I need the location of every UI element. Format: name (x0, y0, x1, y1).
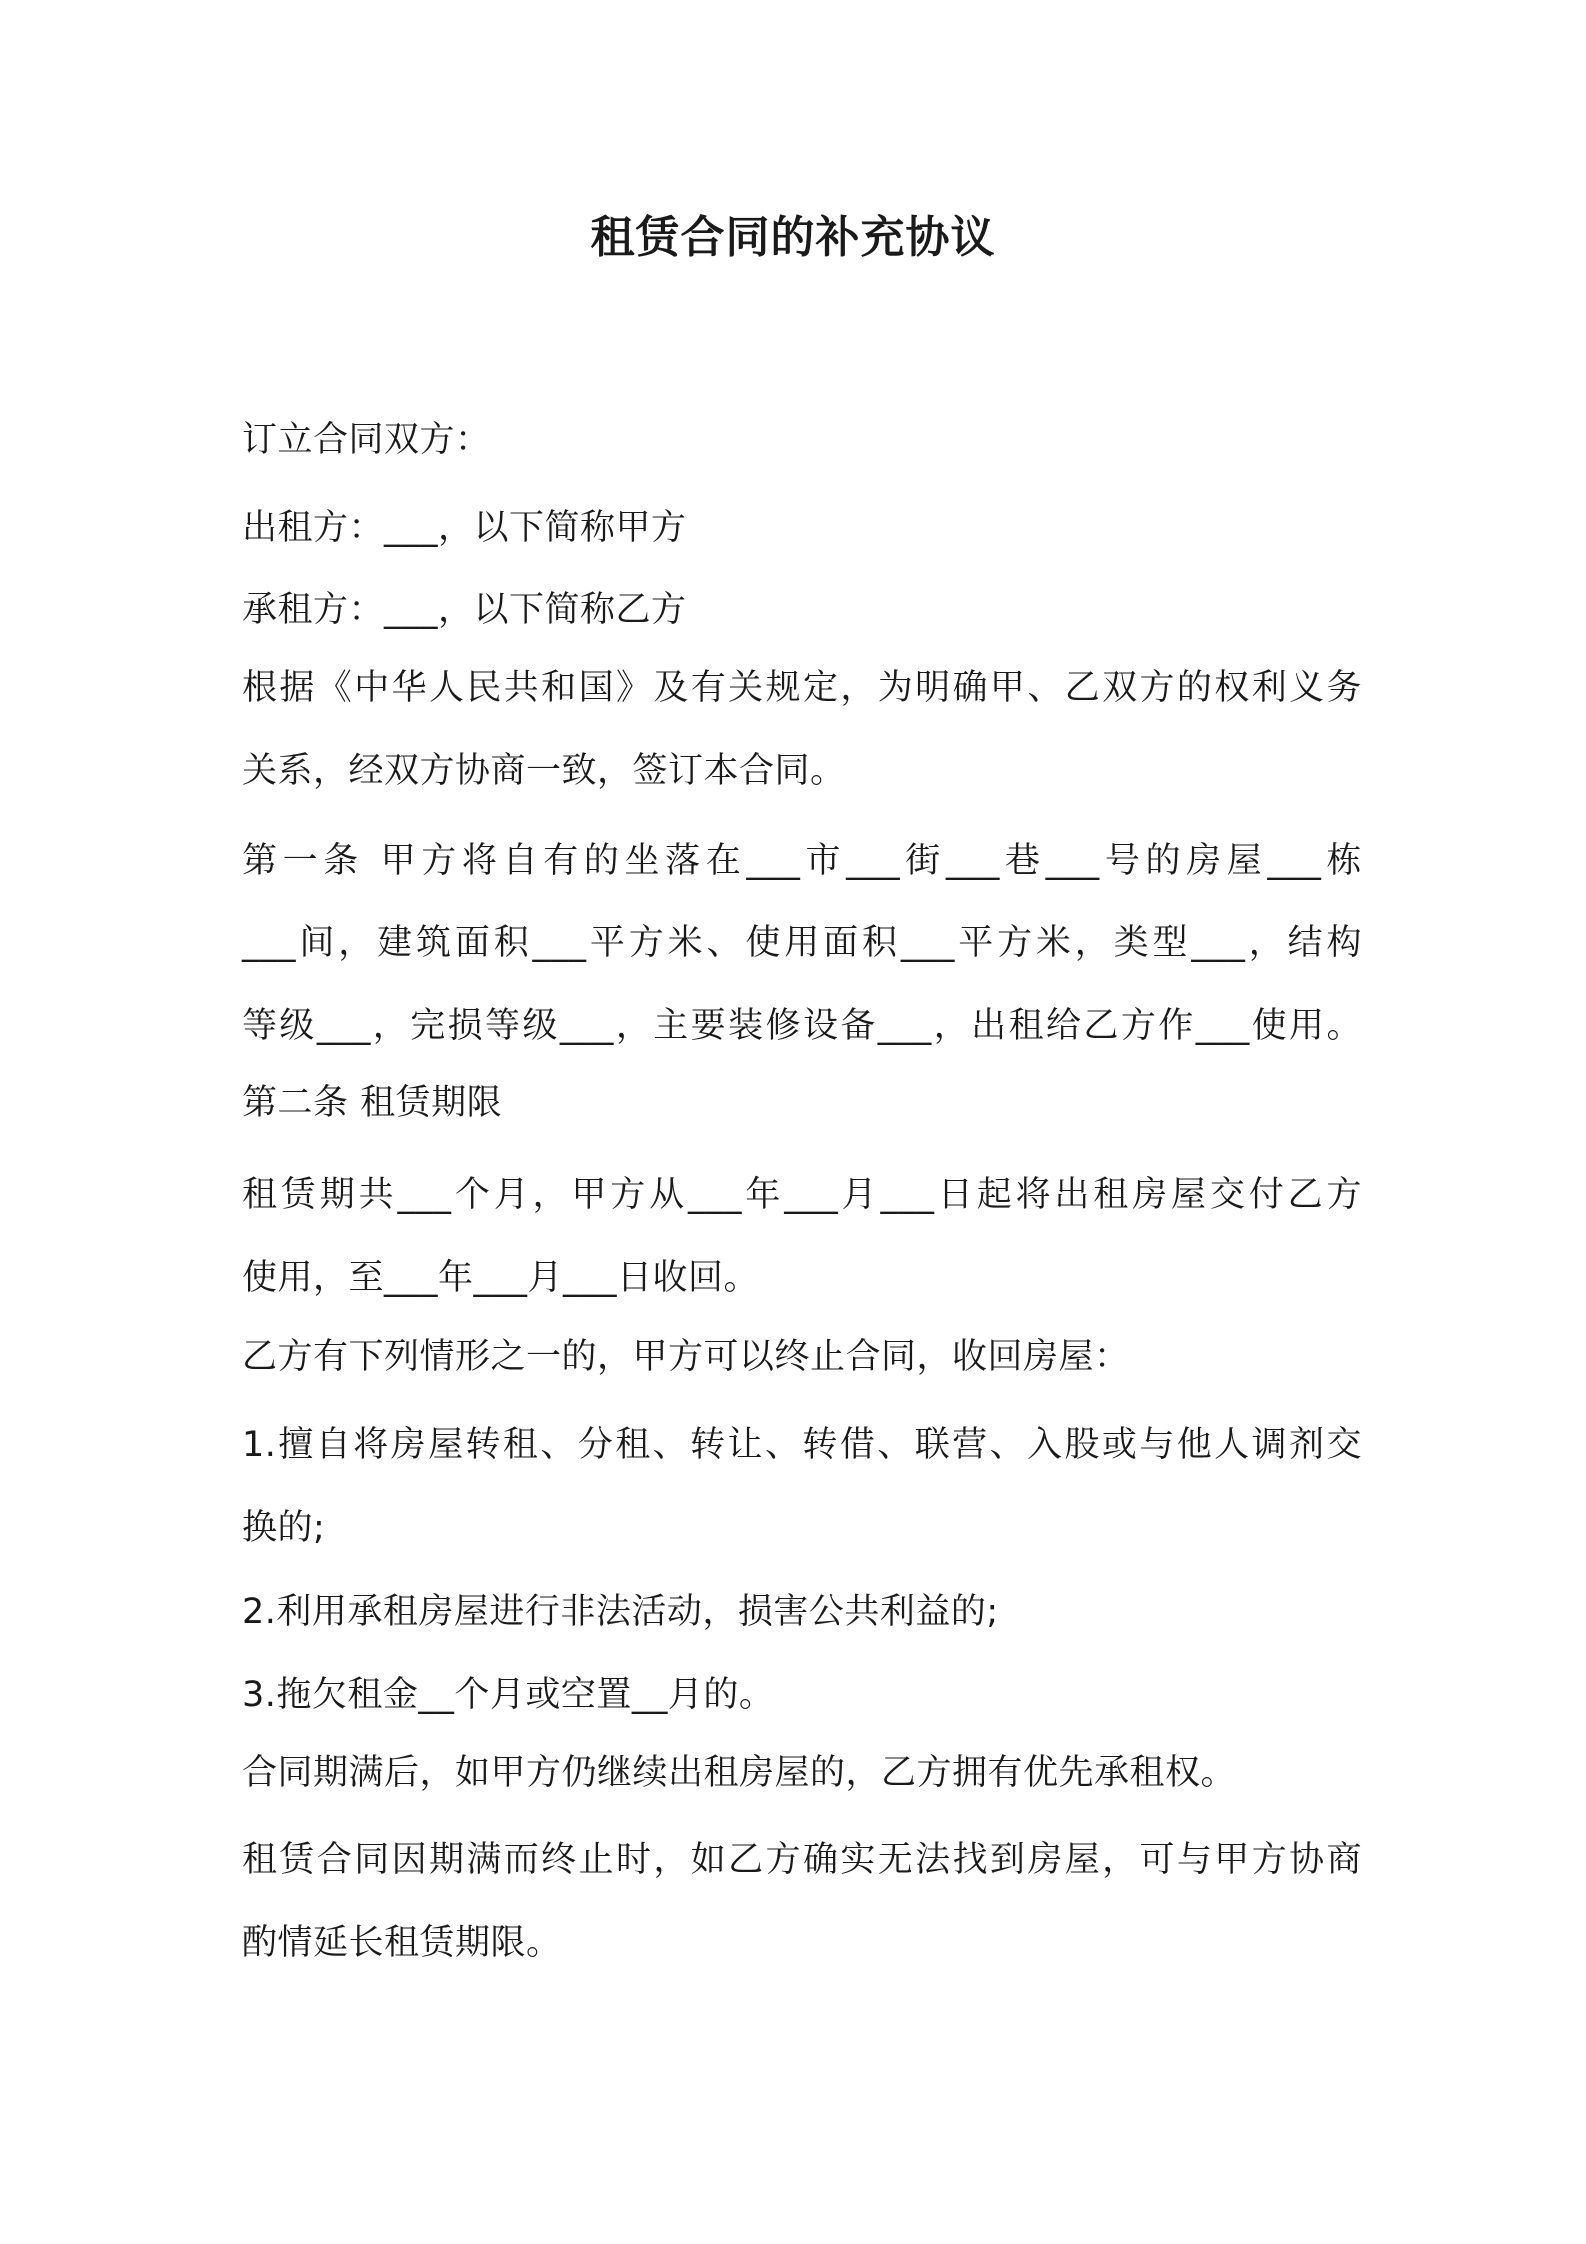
lease-term-line-1: 租赁期共___个月，甲方从___年___月___日起将出租房屋交付乙方 (242, 1175, 1362, 1215)
preamble-line-1: 根据《中华人民共和国》及有关规定，为明确甲、乙双方的权利义务 (242, 668, 1362, 708)
extension-line-1: 租赁合同因期满而终止时，如乙方确实无法找到房屋，可与甲方协商 (242, 1840, 1362, 1880)
lessor-line: 出租方：___，以下简称甲方 (242, 508, 687, 548)
preamble-line-2: 关系，经双方协商一致，签订本合同。 (242, 751, 846, 791)
lessee-line: 承租方：___，以下简称乙方 (242, 590, 687, 630)
article-1-line-2: ___间，建筑面积___平方米、使用面积___平方米，类型___，结构 (242, 923, 1362, 963)
termination-item-1-line-1: 1.擅自将房屋转租、分租、转让、转借、联营、入股或与他人调剂交 (242, 1425, 1362, 1465)
article-1-line-3: 等级___，完损等级___，主要装修设备___，出租给乙方作___使用。 (242, 1006, 1362, 1046)
extension-line-2: 酌情延长租赁期限。 (242, 1923, 562, 1963)
termination-item-3: 3.拖欠租金__个月或空置__月的。 (242, 1675, 775, 1715)
parties-heading: 订立合同双方： (242, 420, 491, 460)
termination-item-1-line-2: 换的; (242, 1508, 326, 1548)
renewal-priority-line: 合同期满后，如甲方仍继续出租房屋的，乙方拥有优先承租权。 (242, 1753, 1237, 1793)
article-2-heading: 第二条 租赁期限 (242, 1083, 503, 1123)
article-1-line-1: 第一条 甲方将自有的坐落在___市___街___巷___号的房屋___栋 (242, 841, 1362, 881)
lease-term-line-2: 使用，至___年___月___日收回。 (242, 1258, 760, 1298)
termination-intro: 乙方有下列情形之一的，甲方可以终止合同，收回房屋： (242, 1337, 1130, 1377)
termination-item-2: 2.利用承租房屋进行非法活动，损害公共利益的; (242, 1592, 999, 1632)
document-title: 租赁合同的补充协议 (590, 212, 996, 263)
